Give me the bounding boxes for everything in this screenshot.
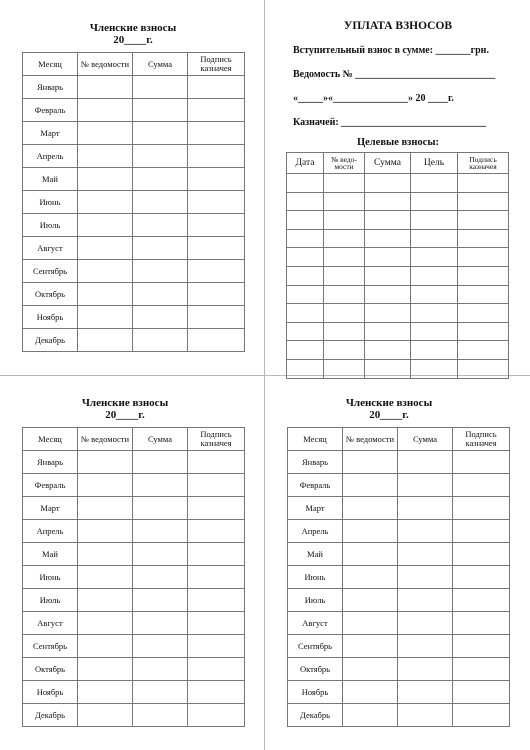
empty-cell[interactable] [411, 359, 458, 378]
empty-cell[interactable] [343, 497, 398, 520]
empty-cell[interactable] [78, 329, 133, 352]
empty-cell[interactable] [188, 704, 245, 727]
empty-cell[interactable] [458, 359, 509, 378]
table-row [23, 99, 245, 122]
empty-cell[interactable] [188, 681, 245, 704]
table-header-row [23, 53, 245, 76]
month-cell: Октябрь [23, 658, 78, 681]
month-cell: Июнь [23, 566, 78, 589]
empty-cell[interactable] [287, 341, 324, 360]
empty-cell[interactable] [133, 260, 188, 283]
empty-cell[interactable] [398, 543, 453, 566]
empty-cell[interactable] [188, 589, 245, 612]
month-cell: Сентябрь [23, 260, 78, 283]
table-row [23, 681, 245, 704]
dues-title: УПЛАТА ВЗНОСОВ [343, 20, 453, 32]
statement-line: Ведомость № ____________________________ [293, 69, 496, 80]
empty-cell[interactable] [458, 285, 509, 304]
empty-cell[interactable] [287, 285, 324, 304]
empty-cell[interactable] [133, 191, 188, 214]
empty-cell[interactable] [411, 322, 458, 341]
empty-cell[interactable] [188, 543, 245, 566]
membership-table-top-left [22, 52, 245, 352]
empty-cell[interactable] [133, 145, 188, 168]
month-cell: Май [288, 543, 343, 566]
empty-cell[interactable] [458, 341, 509, 360]
empty-cell[interactable] [133, 283, 188, 306]
table-row [288, 497, 510, 520]
membership-year: 20____г. [105, 409, 145, 421]
empty-cell[interactable] [365, 266, 411, 285]
table-row [287, 229, 509, 248]
empty-cell[interactable] [398, 497, 453, 520]
empty-cell[interactable] [398, 704, 453, 727]
empty-cell[interactable] [453, 658, 510, 681]
table-row [287, 192, 509, 211]
membership-title-top-left [22, 22, 244, 46]
month-cell: Ноябрь [23, 681, 78, 704]
empty-cell[interactable] [188, 612, 245, 635]
empty-cell[interactable] [343, 566, 398, 589]
empty-cell[interactable] [458, 322, 509, 341]
table-row [287, 211, 509, 230]
empty-cell[interactable] [287, 229, 324, 248]
empty-cell[interactable] [188, 497, 245, 520]
month-cell: Октябрь [23, 283, 78, 306]
empty-cell[interactable] [453, 589, 510, 612]
column-header: Цель [411, 153, 458, 174]
empty-cell[interactable] [324, 211, 365, 230]
empty-cell[interactable] [324, 248, 365, 267]
month-cell: Апрель [23, 145, 78, 168]
empty-cell[interactable] [133, 497, 188, 520]
empty-cell[interactable] [133, 612, 188, 635]
empty-cell[interactable] [343, 612, 398, 635]
empty-cell[interactable] [365, 285, 411, 304]
empty-cell[interactable] [78, 214, 133, 237]
membership-title-bottom-left [14, 397, 236, 421]
empty-cell[interactable] [343, 543, 398, 566]
empty-cell[interactable] [398, 589, 453, 612]
empty-cell[interactable] [188, 283, 245, 306]
table-row [23, 237, 245, 260]
table-header-row [287, 153, 509, 174]
empty-cell[interactable] [411, 192, 458, 211]
month-cell: Февраль [23, 99, 78, 122]
empty-cell[interactable] [188, 237, 245, 260]
column-header: Подпись казначея [453, 428, 510, 451]
empty-cell[interactable] [453, 566, 510, 589]
table-row [288, 543, 510, 566]
empty-cell[interactable] [411, 341, 458, 360]
empty-cell[interactable] [458, 174, 509, 193]
table-row [287, 248, 509, 267]
column-header: Дата [287, 153, 324, 174]
empty-cell[interactable] [324, 229, 365, 248]
empty-cell[interactable] [365, 192, 411, 211]
table-row [287, 322, 509, 341]
empty-cell[interactable] [411, 211, 458, 230]
month-cell: Июль [288, 589, 343, 612]
month-cell: Август [288, 612, 343, 635]
empty-cell[interactable] [324, 266, 365, 285]
empty-cell[interactable] [188, 214, 245, 237]
table-row [288, 566, 510, 589]
empty-cell[interactable] [78, 612, 133, 635]
empty-cell[interactable] [78, 99, 133, 122]
month-cell: Февраль [288, 474, 343, 497]
empty-cell[interactable] [411, 266, 458, 285]
column-header: Подпись казначея [188, 428, 245, 451]
empty-cell[interactable] [78, 704, 133, 727]
empty-cell[interactable] [133, 237, 188, 260]
table-row [288, 474, 510, 497]
empty-cell[interactable] [287, 266, 324, 285]
month-cell: Январь [23, 451, 78, 474]
month-cell: Январь [23, 76, 78, 99]
table-row [23, 612, 245, 635]
table-row [23, 260, 245, 283]
empty-cell[interactable] [78, 191, 133, 214]
empty-cell[interactable] [398, 474, 453, 497]
empty-cell[interactable] [458, 229, 509, 248]
table-row [287, 341, 509, 360]
table-row [288, 658, 510, 681]
empty-cell[interactable] [188, 520, 245, 543]
empty-cell[interactable] [133, 589, 188, 612]
column-header: Сумма [133, 428, 188, 451]
table-row [23, 306, 245, 329]
column-header: № ведомости [343, 428, 398, 451]
empty-cell[interactable] [458, 304, 509, 323]
table-row [288, 681, 510, 704]
empty-cell[interactable] [324, 304, 365, 323]
empty-cell[interactable] [343, 658, 398, 681]
empty-cell[interactable] [188, 260, 245, 283]
empty-cell[interactable] [188, 99, 245, 122]
column-header: Сумма [133, 53, 188, 76]
empty-cell[interactable] [324, 285, 365, 304]
empty-cell[interactable] [78, 589, 133, 612]
column-header: Сумма [398, 428, 453, 451]
target-fees-title: Целевые взносы: [356, 137, 440, 148]
month-cell: Сентябрь [23, 635, 78, 658]
month-cell: Июль [23, 214, 78, 237]
column-header: № ведомости [78, 428, 133, 451]
empty-cell[interactable] [133, 566, 188, 589]
empty-cell[interactable] [365, 359, 411, 378]
month-cell: Ноябрь [288, 681, 343, 704]
empty-cell[interactable] [133, 122, 188, 145]
empty-cell[interactable] [411, 304, 458, 323]
empty-cell[interactable] [453, 497, 510, 520]
empty-cell[interactable] [78, 566, 133, 589]
empty-cell[interactable] [398, 566, 453, 589]
table-row [23, 283, 245, 306]
empty-cell[interactable] [398, 612, 453, 635]
empty-cell[interactable] [324, 322, 365, 341]
membership-title: Членские взносы [81, 397, 169, 409]
month-cell: Январь [288, 451, 343, 474]
month-cell: Март [23, 497, 78, 520]
empty-cell[interactable] [78, 451, 133, 474]
empty-cell[interactable] [188, 145, 245, 168]
month-cell: Август [23, 237, 78, 260]
empty-cell[interactable] [458, 248, 509, 267]
empty-cell[interactable] [453, 704, 510, 727]
empty-cell[interactable] [78, 76, 133, 99]
month-cell: Май [23, 168, 78, 191]
month-cell: Февраль [23, 474, 78, 497]
empty-cell[interactable] [398, 635, 453, 658]
month-cell: Декабрь [23, 704, 78, 727]
column-header: Месяц [23, 428, 78, 451]
table-row [23, 704, 245, 727]
column-header: Месяц [288, 428, 343, 451]
table-row [288, 589, 510, 612]
empty-cell[interactable] [133, 306, 188, 329]
entry-fee-line: Вступительный взнос в сумме: _______грн. [293, 45, 489, 56]
empty-cell[interactable] [188, 635, 245, 658]
empty-cell[interactable] [287, 359, 324, 378]
empty-cell[interactable] [411, 248, 458, 267]
empty-cell[interactable] [411, 285, 458, 304]
empty-cell[interactable] [78, 306, 133, 329]
empty-cell[interactable] [188, 122, 245, 145]
empty-cell[interactable] [453, 635, 510, 658]
treasurer-line: Казначей: _____________________________ [293, 117, 487, 128]
empty-cell[interactable] [343, 681, 398, 704]
empty-cell[interactable] [133, 704, 188, 727]
empty-cell[interactable] [133, 474, 188, 497]
empty-cell[interactable] [133, 635, 188, 658]
empty-cell[interactable] [188, 474, 245, 497]
empty-cell[interactable] [365, 174, 411, 193]
empty-cell[interactable] [133, 99, 188, 122]
table-row [23, 589, 245, 612]
table-row [23, 543, 245, 566]
empty-cell[interactable] [453, 451, 510, 474]
empty-cell[interactable] [343, 589, 398, 612]
empty-cell[interactable] [287, 211, 324, 230]
table-row [23, 658, 245, 681]
column-header: Сумма [365, 153, 411, 174]
table-row [287, 304, 509, 323]
empty-cell[interactable] [453, 612, 510, 635]
table-header-row [23, 428, 245, 451]
empty-cell[interactable] [188, 566, 245, 589]
month-cell: Март [23, 122, 78, 145]
empty-cell[interactable] [133, 329, 188, 352]
empty-cell[interactable] [324, 192, 365, 211]
empty-cell[interactable] [398, 681, 453, 704]
membership-title-bottom-right [278, 397, 500, 421]
column-header: № ведо-мости [324, 153, 365, 174]
column-header: Подпись казначея [188, 53, 245, 76]
empty-cell[interactable] [343, 635, 398, 658]
table-row [23, 214, 245, 237]
empty-cell[interactable] [78, 260, 133, 283]
empty-cell[interactable] [78, 543, 133, 566]
table-row [23, 145, 245, 168]
membership-year: 20____г. [369, 409, 409, 421]
table-row [288, 612, 510, 635]
month-cell: Июнь [288, 566, 343, 589]
table-row [23, 474, 245, 497]
empty-cell[interactable] [287, 322, 324, 341]
table-row [23, 520, 245, 543]
table-row [23, 168, 245, 191]
membership-title: Членские взносы [89, 22, 177, 34]
empty-cell[interactable] [188, 306, 245, 329]
empty-cell[interactable] [365, 211, 411, 230]
empty-cell[interactable] [133, 543, 188, 566]
empty-cell[interactable] [411, 174, 458, 193]
table-row [287, 266, 509, 285]
month-cell: Март [288, 497, 343, 520]
empty-cell[interactable] [458, 192, 509, 211]
membership-title: Членские взносы [345, 397, 433, 409]
table-row [23, 451, 245, 474]
empty-cell[interactable] [188, 451, 245, 474]
empty-cell[interactable] [78, 520, 133, 543]
empty-cell[interactable] [365, 229, 411, 248]
empty-cell[interactable] [453, 543, 510, 566]
empty-cell[interactable] [458, 266, 509, 285]
membership-year: 20____г. [113, 34, 153, 46]
empty-cell[interactable] [78, 237, 133, 260]
month-cell: Май [23, 543, 78, 566]
month-cell: Ноябрь [23, 306, 78, 329]
empty-cell[interactable] [343, 520, 398, 543]
empty-cell[interactable] [343, 451, 398, 474]
table-row [288, 520, 510, 543]
empty-cell[interactable] [133, 681, 188, 704]
table-row [23, 566, 245, 589]
empty-cell[interactable] [398, 451, 453, 474]
month-cell: Апрель [23, 520, 78, 543]
empty-cell[interactable] [78, 283, 133, 306]
column-header: № ведомости [78, 53, 133, 76]
month-cell: Октябрь [288, 658, 343, 681]
empty-cell[interactable] [78, 474, 133, 497]
empty-cell[interactable] [365, 248, 411, 267]
empty-cell[interactable] [78, 497, 133, 520]
month-cell: Июнь [23, 191, 78, 214]
column-header: Подпись казначея [458, 153, 509, 174]
empty-cell[interactable] [365, 341, 411, 360]
table-row [288, 451, 510, 474]
month-cell: Декабрь [288, 704, 343, 727]
table-row [23, 191, 245, 214]
empty-cell[interactable] [287, 192, 324, 211]
table-row [23, 329, 245, 352]
table-row [23, 122, 245, 145]
empty-cell[interactable] [287, 248, 324, 267]
empty-cell[interactable] [287, 304, 324, 323]
table-row [287, 285, 509, 304]
empty-cell[interactable] [365, 322, 411, 341]
empty-cell[interactable] [133, 214, 188, 237]
empty-cell[interactable] [188, 658, 245, 681]
empty-cell[interactable] [188, 168, 245, 191]
empty-cell[interactable] [133, 76, 188, 99]
empty-cell[interactable] [453, 681, 510, 704]
empty-cell[interactable] [365, 304, 411, 323]
table-row [287, 359, 509, 378]
empty-cell[interactable] [453, 474, 510, 497]
month-cell: Июль [23, 589, 78, 612]
empty-cell[interactable] [78, 635, 133, 658]
empty-cell[interactable] [78, 122, 133, 145]
membership-table-bottom-left [22, 427, 245, 727]
empty-cell[interactable] [411, 229, 458, 248]
month-cell: Август [23, 612, 78, 635]
target-fees-table [286, 152, 509, 379]
empty-cell[interactable] [343, 704, 398, 727]
empty-cell[interactable] [133, 451, 188, 474]
month-cell: Апрель [288, 520, 343, 543]
empty-cell[interactable] [78, 681, 133, 704]
empty-cell[interactable] [324, 174, 365, 193]
empty-cell[interactable] [324, 359, 365, 378]
empty-cell[interactable] [458, 211, 509, 230]
empty-cell[interactable] [78, 658, 133, 681]
table-row [23, 76, 245, 99]
empty-cell[interactable] [188, 329, 245, 352]
membership-table-bottom-right [287, 427, 510, 727]
table-row [23, 497, 245, 520]
empty-cell[interactable] [188, 191, 245, 214]
table-header-row [288, 428, 510, 451]
date-line: «_____»«_______________» 20 ____г. [293, 93, 454, 104]
table-row [287, 174, 509, 193]
column-header: Месяц [23, 53, 78, 76]
empty-cell[interactable] [324, 341, 365, 360]
empty-cell[interactable] [133, 658, 188, 681]
empty-cell[interactable] [343, 474, 398, 497]
empty-cell[interactable] [188, 76, 245, 99]
empty-cell[interactable] [78, 168, 133, 191]
empty-cell[interactable] [287, 174, 324, 193]
empty-cell[interactable] [398, 520, 453, 543]
month-cell: Сентябрь [288, 635, 343, 658]
empty-cell[interactable] [398, 658, 453, 681]
empty-cell[interactable] [453, 520, 510, 543]
table-row [288, 635, 510, 658]
table-row [288, 704, 510, 727]
empty-cell[interactable] [78, 145, 133, 168]
month-cell: Декабрь [23, 329, 78, 352]
empty-cell[interactable] [133, 168, 188, 191]
empty-cell[interactable] [133, 520, 188, 543]
table-row [23, 635, 245, 658]
